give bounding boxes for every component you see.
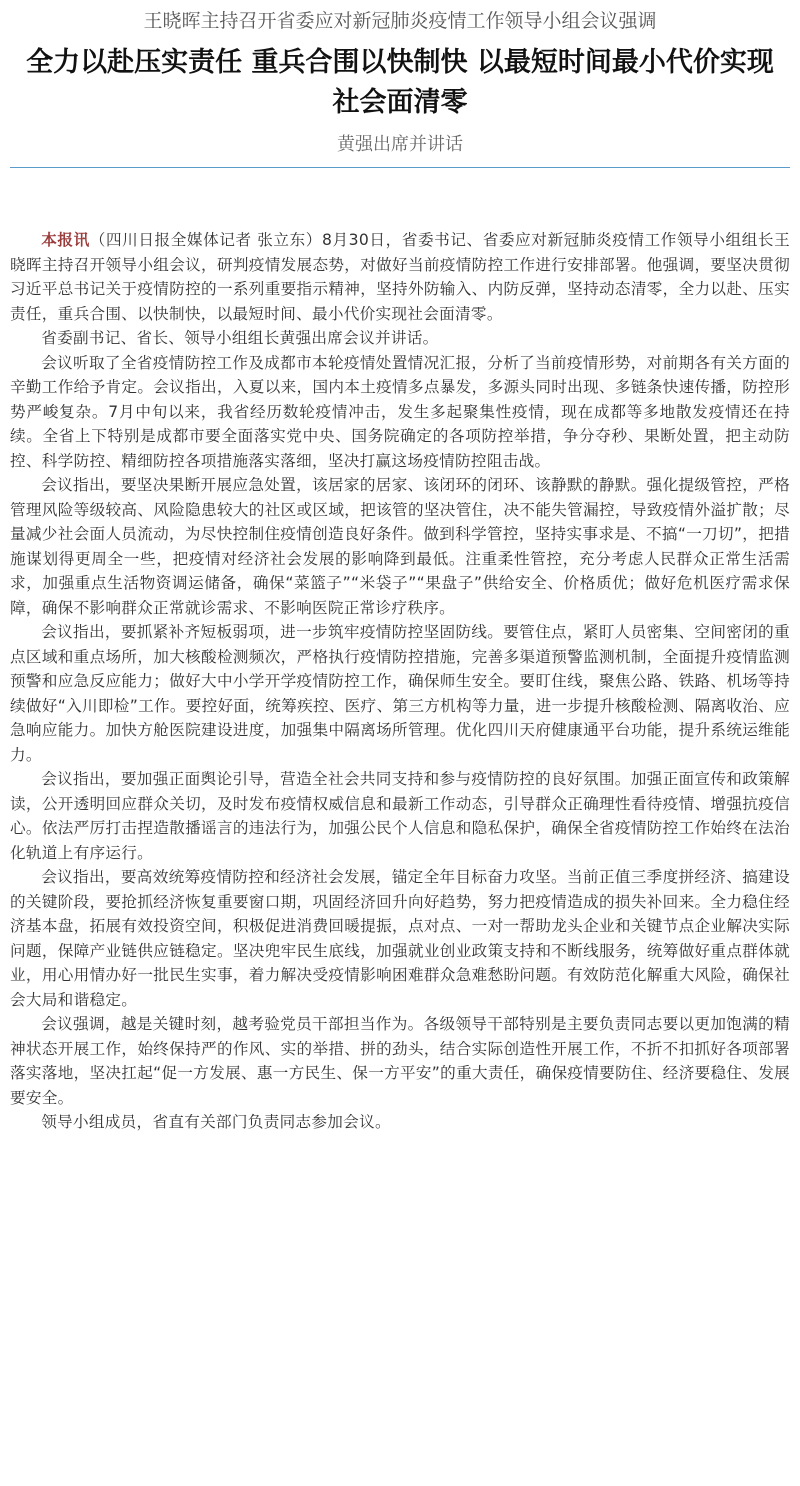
paragraph: 省委副书记、省长、领导小组组长黄强出席会议并讲话。 — [41, 329, 439, 347]
article-subtitle: 黄强出席并讲话 — [337, 134, 463, 155]
paragraph-lead — [10, 228, 790, 326]
paragraph: 领导小组成员，省直有关部门负责同志参加会议。 — [41, 1113, 391, 1131]
paragraph: 会议指出，要高效统筹疫情防控和经济社会发展，锚定全年目标奋力攻坚。当前正值三季度拼经济、搞建设的关键阶段，要抢抓经济恢复重要窗口期，巩固经济回升向好趋势，努力把疫情造成的损失补回来。全力稳住经济基本盘，拓展有效投资空间，积极促进消费回暖提振，点对点、一对一帮助龙头企业和关键节点企业解决实际问题，保障产业链供应链稳定。坚决兜牢民生底线，加强就业创业政策支持和不断线服务，统筹做好重点群体就业，用心用情办好一批民生实事，着力解决受疫情影响困难群众急难愁盼问题。有效防范化解重大风险，确保社会大局和谐稳定。 — [10, 868, 790, 1009]
paragraph: 会议指出，要加强正面舆论引导，营造全社会共同支持和参与疫情防控的良好氛围。加强正面宣传和政策解读，公开透明回应群众关切，及时发布疫情权威信息和最新工作动态，引导群众正确理性看待疫情、增强抗疫信心。依法严厉打击捏造散播谣言的违法行为，加强公民个人信息和隐私保护，确保全省疫情防控工作始终在法治化轨道上有序运行。 — [10, 770, 790, 862]
paragraph: 会议指出，要坚决果断开展应急处置，该居家的居家、该闭环的闭环、该静默的静默。强化提级管控，严格管理风险等级较高、风险隐患较大的社区或区域，把该管的坚决管住，决不能失管漏控，导致疫情外溢扩散；尽量减少社会面人员流动，为尽快控制住疫情创造良好条件。做到科学管控，坚持实事求是、不搞“一刀切”，把措施谋划得更周全一些，把疫情对经济社会发展的影响降到最低。注重柔性管控，充分考虑人民群众正常生活需求，加强重点生活物资调运储备，确保“菜篮子”“米袋子”“果盘子”供给安全、价格质优；做好危机医疗需求保障，确保不影响群众正常就诊需求、不影响医院正常诊疗秩序。 — [10, 476, 790, 617]
article-body — [10, 168, 790, 1135]
lead-label: 本报讯 — [41, 231, 90, 249]
paragraph: 会议听取了全省疫情防控工作及成都市本轮疫情处置情况汇报，分析了当前疫情形势，对前期各有关方面的辛勤工作给予肯定。会议指出，入夏以来，国内本土疫情多点暴发，多源头同时出现、多链条快速传播，防控形势严峻复杂。7月中旬以来，我省经历数轮疫情冲击，发生多起聚集性疫情，现在成都等多地散发疫情还在持续。全省上下特别是成都市要全面落实党中央、国务院确定的各项防控举措，争分夺秒、果断处置，把主动防控、科学防控、精细防控各项措施落实落细，坚决打赢这场疫情防控阻击战。 — [10, 353, 790, 470]
article-kicker: 王晓晖主持召开省委应对新冠肺炎疫情工作领导小组会议强调 — [143, 10, 657, 32]
article-title: 全力以赴压实责任 重兵合围以快制快 以最短时间最小代价实现社会面清零 — [26, 47, 774, 118]
article-header — [10, 0, 790, 168]
paragraph: 会议强调，越是关键时刻，越考验党员干部担当作为。各级领导干部特别是主要负责同志要以更加饱满的精神状态开展工作，始终保持严的作风、实的举措、拼的劲头，结合实际创造性开展工作，不折不扣抓好各项部署落实落地，坚决扛起“促一方发展、惠一方民生、保一方平安”的重大责任，确保疫情要防住、经济要稳住、发展要安全。 — [10, 1015, 790, 1107]
paragraph: 会议指出，要抓紧补齐短板弱项，进一步筑牢疫情防控坚固防线。要管住点，紧盯人员密集、空间密闭的重点区域和重点场所，加大核酸检测频次，严格执行疫情防控措施，完善多渠道预警监测机制，全面提升疫情监测预警和应急反应能力；做好大中小学开学疫情防控工作，确保师生安全。要盯住线，聚焦公路、铁路、机场等持续做好“入川即检”工作。要控好面，统筹疾控、医疗、第三方机构等力量，进一步提升核酸检测、隔离收治、应急响应能力。加快方舱医院建设进度，加强集中隔离场所管理。优化四川天府健康通平台功能，提升系统运维能力。 — [10, 623, 790, 764]
paragraph-text: （四川日报全媒体记者 张立东）8月30日，省委书记、省委应对新冠肺炎疫情工作领导小组组长王晓晖主持召开领导小组会议，研判疫情发展态势，对做好当前疫情防控工作进行安排部署。他强调，要坚决贯彻习近平总书记关于疫情防控的一系列重要指示精神，坚持外防输入、内防反弹，坚持动态清零，全力以赴、压实责任，重兵合围、以快制快，以最短时间、最小代价实现社会面清零。 — [10, 231, 790, 323]
